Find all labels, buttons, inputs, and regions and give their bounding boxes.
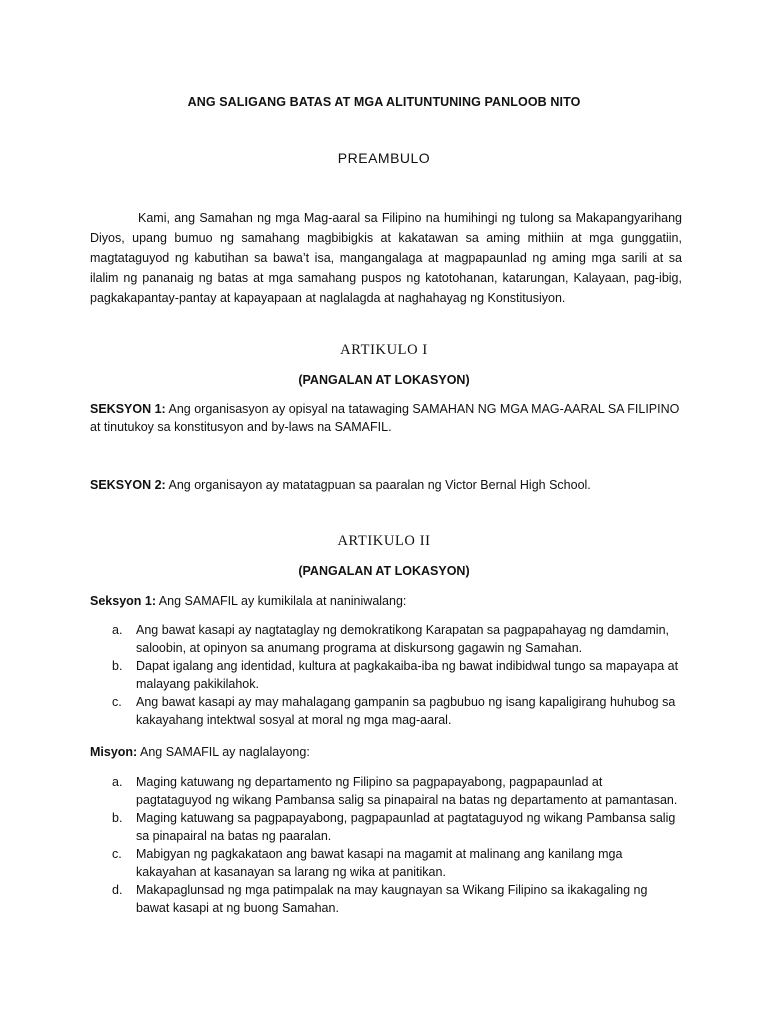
article-2-heading: ARTIKULO II (337, 533, 431, 549)
section-text: Ang SAMAFIL ay kumikilala at naniniwalang: (156, 594, 407, 608)
list-item (90, 773, 680, 809)
article-1-section-2 (90, 476, 690, 494)
list-item (90, 881, 680, 917)
list-marker: c. (112, 847, 122, 861)
list-item (90, 621, 680, 657)
list-marker: d. (112, 883, 123, 897)
list-item-text: Makapaglunsad ng mga patimpalak na may kaugnayan sa Wikang Filipino sa ikakagaling ng bawat kasapi at ng buong Samahan. (136, 883, 648, 915)
mission-statement (90, 743, 690, 761)
list-item-text: Mabigyan ng pagkakataon ang bawat kasapi na magamit at malinang ang kanilang mga kakayahan at kasanayan sa larang ng wika at panitikan. (136, 847, 623, 879)
list-marker: a. (112, 623, 123, 637)
list-item-text: Ang bawat kasapi ay may mahalagang gampanin sa pagbubuo ng isang kapaligirang huhubog sa kakayahang intektwal sosyal at moral ng mga mag-aaral. (136, 695, 676, 727)
list-marker: b. (112, 811, 123, 825)
article-2-subheading: (PANGALAN AT LOKASYON) (298, 564, 470, 578)
section-label: Seksyon 1: (90, 594, 157, 608)
preamble-text-after: na humihingi ng tulong sa Makapangyarihang Diyos, upang bumuo ng samahang magbibigkis at kakatawan sa aming mithiin at mga gunggatiin, magtataguyod ng kabutihan sa bawa’t isa, mangangalaga at magpapaunlad ng aming mga sarili at sa ilalim ng pananaig ng batas at mga samahang puspos ng katotohanan, katarungan, Kalayaan, pag-ibig, pagkakapantay-pantay at kapayapaan at naglalagda at naghahayag ng Konstitusiyon. (90, 211, 682, 305)
preamble-text-before: Kami, ang (138, 211, 200, 225)
list-item-text: Maging katuwang ng departamento ng Filipino sa pagpapayabong, pagpapaunlad at pagtataguyod ng wikang Pambansa salig sa pinapairal na batas ng departamento at pamantasan. (136, 775, 678, 807)
mission-label: Misyon: (90, 745, 138, 759)
section-label: SEKSYON 2: (90, 478, 166, 492)
article-1-subheading: (PANGALAN AT LOKASYON) (298, 373, 470, 387)
article-1-section-1 (90, 400, 682, 436)
section-text: Ang organisayon ay matatagpuan sa paaralan ng Victor Bernal High School. (165, 478, 591, 492)
list-item (90, 845, 680, 881)
list-marker: a. (112, 775, 123, 789)
mission-text: Ang SAMAFIL ay naglalayong: (137, 745, 310, 759)
section-label: SEKSYON 1: (90, 402, 166, 416)
list-marker: c. (112, 695, 122, 709)
list-item-text: Maging katuwang sa pagpapayabong, pagpapaunlad at pagtataguyod ng wikang Pambansa salig sa pinapairal na batas ng paaralan. (136, 811, 676, 843)
preamble-heading: PREAMBULO (337, 150, 431, 166)
section-text: Ang organisasyon ay opisyal na tatawaging SAMAHAN NG MGA MAG-AARAL SA FILIPINO at tinutukoy sa konstitusyon and by-laws na SAMAFIL. (90, 402, 680, 434)
article-1-heading: ARTIKULO I (340, 342, 428, 358)
list-item (90, 809, 680, 845)
section-1-list (90, 621, 680, 729)
document-title: ANG SALIGANG BATAS AT MGA ALITUNTUNING PANLOOB NITO (187, 95, 581, 109)
list-item-text: Dapat igalang ang identidad, kultura at pagkakaiba-iba ng bawat indibidwal tungo sa mapayapa at malayang pakikilahok. (136, 659, 679, 691)
list-item (90, 693, 680, 729)
list-item (90, 657, 680, 693)
mission-list (90, 773, 680, 917)
article-2-section-1 (90, 592, 690, 610)
list-item-text: Ang bawat kasapi ay nagtataglay ng demokratikong Karapatan sa pagpapahayag ng damdamin, saloobin, at opinyon sa anumang programa at diskursong gagawin ng Samahan. (136, 623, 670, 655)
preamble-org-name: Samahan ng mga Mag-aaral sa Filipino (199, 211, 422, 225)
preamble-paragraph (90, 208, 682, 308)
list-marker: b. (112, 659, 123, 673)
